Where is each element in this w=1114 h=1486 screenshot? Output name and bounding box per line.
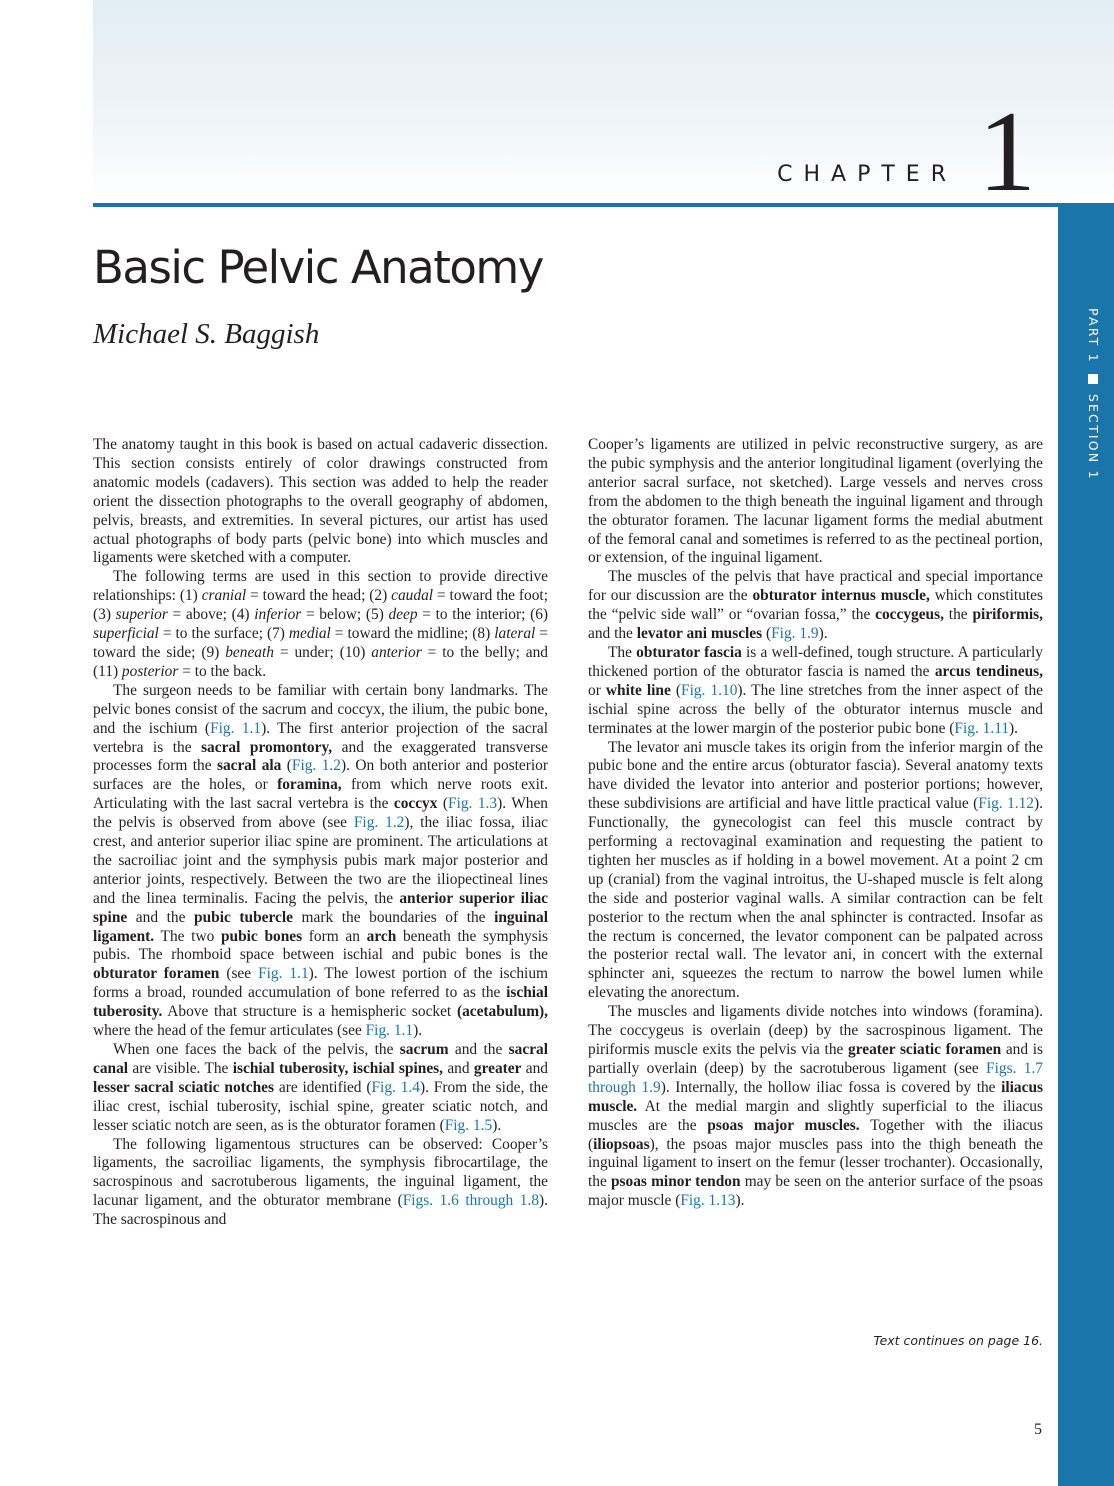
left-text-column [93, 436, 548, 1230]
paragraph: The muscles and ligaments divide notches into windows (foramina). The coccygeus is overlain (deep) by the sacrospinous ligament. The piriformis muscle exits the pelvis via the greater sciatic foramen and is partially overlain (deep) by the sacrotuberous ligament (see Figs. 1.7 through 1.9). Internally, the hollow iliac fossa is covered by the iliacus muscle. At the medial margin and slightly superficial to the iliacus muscles are the psoas major muscles. Together with the iliacus (iliopsoas), the psoas major muscles pass into the thigh beneath the inguinal ligament to insert on the femur (lesser trochanter). Occasionally, the psoas minor tendon may be seen on the anterior surface of the psoas major muscle (Fig. 1.13). [588, 1003, 1044, 1210]
paragraph: The muscles of the pelvis that have practical and special importance for our discussion are the obturator internus muscle, which constitutes the “pelvic side wall” or “ovarian fossa,” the coccygeus, the piriformis, and the levator ani muscles (Fig. 1.9). [588, 568, 1044, 643]
figure-link[interactable]: Fig. 1.3 [448, 795, 498, 813]
chapter-title: Basic Pelvic Anatomy [93, 241, 543, 294]
figure-link[interactable]: Fig. 1.4 [371, 1078, 420, 1096]
side-tab-label [1086, 308, 1101, 481]
figure-link[interactable]: Fig. 1.1 [365, 1022, 414, 1040]
square-separator-icon [1088, 374, 1098, 384]
paragraph: The levator ani muscle takes its origin from the inferior margin of the pubic bone and the entire arcus (obturator fascia). Several anatomy texts have divided the levator into anterior and posterior portions; however, these subdivisions are artificial and have little practical value (Fig. 1.12). Functionally, the gynecologist can feel this muscle contract by performing a rectovaginal examination and requesting the patient to tighten her muscles as if holding in a bowel movement. At a point 2 cm up (cranial) from the vaginal introitus, the U-shaped muscle is felt along the side and posterior vaginal walls. A similar contraction can be felt posterior to the rectum when the anal sphincter is contracted. Insofar as the rectum is concerned, the levator component can be palpated across the posterior rectal wall. The levator ani, in concert with the external sphincter ani, squeezes the rectum to narrow the bowel lumen while elevating the anorectum. [588, 738, 1043, 1002]
figure-link[interactable]: Fig. 1.2 [353, 814, 405, 832]
chapter-label: CHAPTER [777, 162, 957, 187]
figure-link[interactable]: Fig. 1.10 [681, 681, 738, 699]
figure-link[interactable]: Fig. 1.1 [210, 719, 262, 737]
continuation-note: Text continues on page 16. [873, 1333, 1043, 1348]
header-rule [93, 203, 1114, 207]
figure-link[interactable]: Fig. 1.5 [444, 1116, 493, 1134]
paragraph: When one faces the back of the pelvis, the sacrum and the sacral canal are visible. The ischial tuberosity, ischial spines, and greater and lesser sacral sciatic notches are identified (Fig. 1.4). From the side, the iliac crest, ischial tuberosity, ischial spine, greater sciatic notch, and lesser sciatic notch are seen, as is the obturator foramen (Fig. 1.5). [93, 1041, 548, 1134]
figure-link[interactable]: Fig. 1.12 [978, 795, 1035, 813]
author-name: Michael S. Baggish [93, 318, 320, 350]
part-label: PART 1 [1086, 308, 1101, 364]
paragraph: The following ligamentous structures can be observed: Cooper’s ligaments, the sacroiliac ligaments, the symphysis fibrocartilage, the sacrospinous and sacrotuberous ligaments, the inguinal ligament, the lacunar ligament, and the obturator membrane (Figs. 1.6 through 1.8). The sacrospinous and [93, 1135, 549, 1229]
figure-link[interactable]: Figs. 1.7 through 1.9 [588, 1059, 1043, 1096]
chapter-number: 1 [978, 88, 1036, 216]
figure-link[interactable]: Fig. 1.1 [258, 965, 309, 983]
figure-link[interactable]: Figs. 1.6 through 1.8 [402, 1192, 540, 1210]
section-label: SECTION 1 [1086, 393, 1101, 481]
paragraph: The surgeon needs to be familiar with certain bony landmarks. The pelvic bones consist of the sacrum and coccyx, the ilium, the pubic bone, and the ischium (Fig. 1.1). The first anterior projection of the sacral vertebra is the sacral promontory, and the exaggerated transverse processes form the sacral ala (Fig. 1.2). On both anterior and posterior surfaces are the holes, or foramina, from which nerve roots exit. Articulating with the last sacral vertebra is the coccyx (Fig. 1.3). When the pelvis is observed from above (see Fig. 1.2), the iliac fossa, iliac crest, and anterior superior iliac spine are prominent. The articulations at the sacroiliac joint and the symphysis pubis mark major posterior and anterior joints, respectively. Between the two are the iliopectineal lines and the linea terminalis. Facing the pelvis, the anterior superior iliac spine and the pubic tubercle mark the boundaries of the inguinal ligament. The two pubic bones form an arch beneath the symphysis pubis. The rhomboid space between ischial and pubic bones is the obturator foramen (see Fig. 1.1). The lowest portion of the ischium forms a broad, rounded accumulation of bone referred to as the ischial tuberosity. Above that structure is a hemispheric socket (acetabulum), where the head of the femur articulates (see Fig. 1.1). [93, 681, 549, 1040]
figure-link[interactable]: Fig. 1.9 [771, 625, 819, 643]
chapter-header-band [93, 0, 1114, 205]
paragraph: Cooper’s ligaments are utilized in pelvic reconstructive surgery, as are the pubic symphysis and the anterior longitudinal ligament (overlying the anterior sacral surface, not sketched). Large vessels and nerves cross from the abdomen to the thigh beneath the inguinal ligament and through the obturator foramen. The lacunar ligament forms the medial abutment of the femoral canal and sometimes is referred to as the pectineal portion, or extension, of the inguinal ligament. [588, 436, 1043, 567]
figure-link[interactable]: Fig. 1.11 [954, 719, 1010, 737]
paragraph: The anatomy taught in this book is based on actual cadaveric dissection. This section consists entirely of color drawings constructed from anatomic models (cadavers). This section was added to help the reader orient the dissection photographs to the overall geography of abdomen, pelvis, breasts, and extremities. In several pictures, our artist has used actual photographs of body parts (pelvic bone) into which muscles and ligaments were sketched with a computer. [93, 436, 548, 567]
figure-link[interactable]: Fig. 1.13 [680, 1192, 736, 1210]
paragraph: The obturator fascia is a well-defined, tough structure. A particularly thickened portion of the obturator fascia is named the arcus tendineus, or white line (Fig. 1.10). The line stretches from the inner aspect of the ischial spine across the belly of the obturator internus muscle and terminates at the lower margin of the posterior pubic bone (Fig. 1.11). [588, 643, 1044, 737]
page-number: 5 [1034, 1421, 1042, 1438]
figure-link[interactable]: Fig. 1.2 [291, 757, 341, 775]
right-text-column [588, 436, 1043, 1211]
paragraph: The following terms are used in this section to provide directive relationships: (1) cranial = toward the head; (2) caudal = toward the foot; (3) superior = above; (4) inferior = below; (5) deep = to the interior; (6) superficial = to the surface; (7) medial = toward the midline; (8) lateral = toward the side; (9) beneath = under; (10) anterior = to the belly; and (11) posterior = to the back. [93, 568, 549, 680]
